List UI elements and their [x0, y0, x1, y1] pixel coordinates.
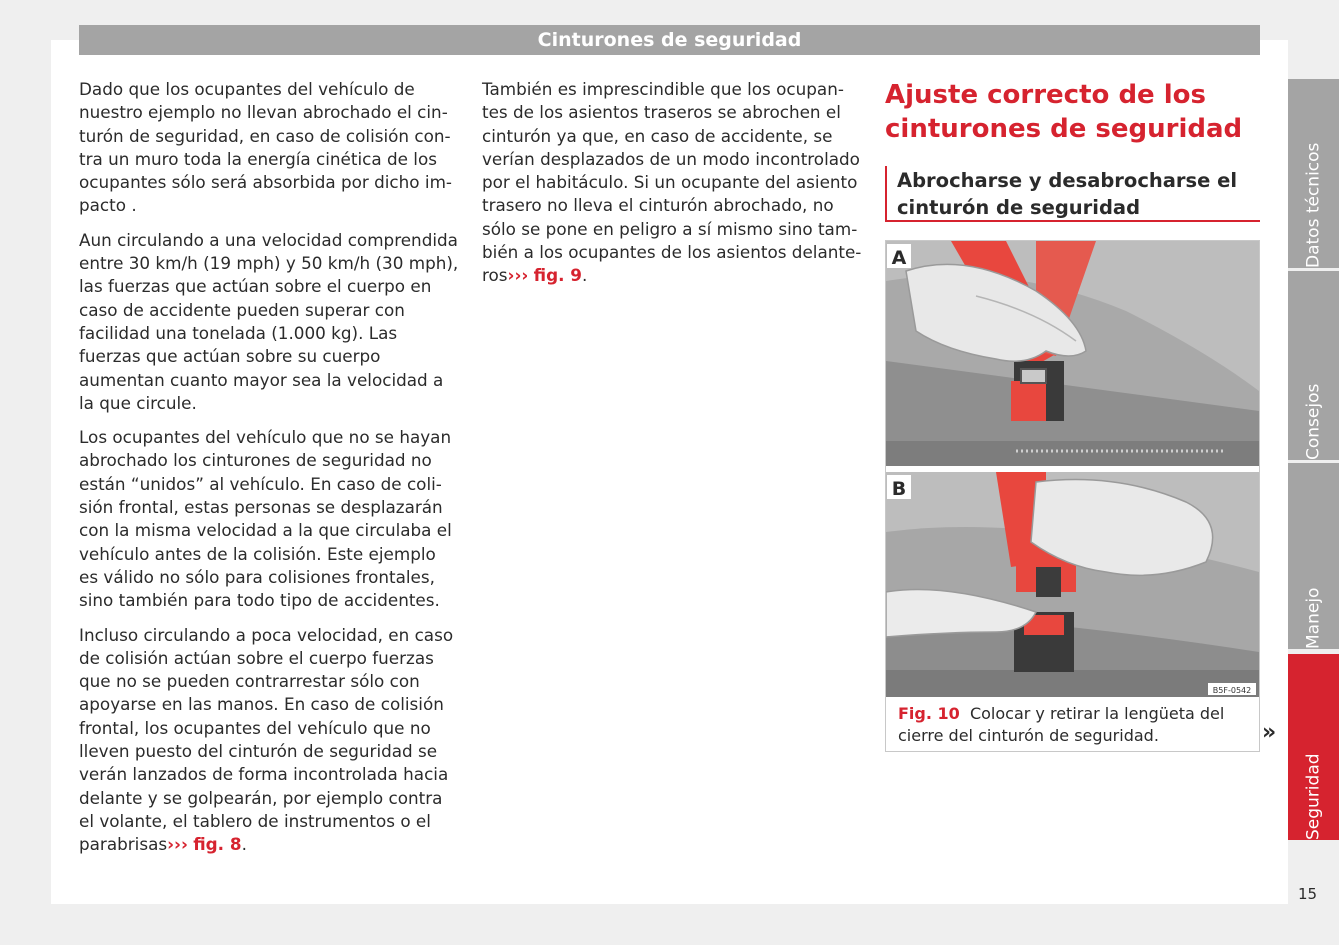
page-number: 15: [1298, 885, 1318, 903]
paragraph: Los ocupantes del vehículo que no se hayan abrochado los cinturones de seguridad no están “unidos” al vehículo. En caso de colisión frontal, estas personas se desplazarán con la misma velocidad a la que circulaba el vehículo antes de la colisión. Este ejemplo es válido no sólo para colisiones frontales, sino también para todo tipo de accidentes.: [79, 427, 452, 611]
section-title: Ajuste correcto de los cinturones de seguridad: [885, 80, 1243, 144]
tab-label: Manejo: [1303, 587, 1324, 649]
paragraph: [482, 78, 862, 288]
figure-caption: [898, 703, 1248, 747]
paragraph: Dado que los ocupantes del vehículo de nuestro ejemplo no llevan abrochado el cinturón de seguridad, en caso de colisión contra un muro toda la energía cinética de los ocupantes sólo será absorbida por dicho impacto .: [79, 79, 452, 216]
continue-mark: »: [1262, 720, 1277, 745]
figure-reference-arrow: ›››: [167, 834, 188, 855]
figure-reference-link[interactable]: fig. 9: [533, 265, 582, 286]
tab-consejos[interactable]: [1288, 271, 1339, 460]
paragraph-text: Incluso circulando a poca velocidad, en caso de colisión actúan sobre el cuerpo fuerzas que no se pueden contrarrestar sólo con apoyarse en las manos. En caso de colisión frontal, los ocupantes del vehículo que no lleven puesto del cinturón de seguridad se verán lanzados de forma incontrolada hacia delante y se golpearán, por ejemplo contra el volante, el tablero de instrumentos o el parabrisas: [79, 624, 454, 855]
tab-label: Consejos: [1303, 383, 1324, 460]
caption-text: Colocar y retirar la lengüeta del cierre del cinturón de seguridad.: [898, 704, 1225, 745]
figure-reference-link[interactable]: fig. 8: [193, 834, 242, 855]
period: .: [241, 834, 247, 855]
figure-reference-arrow: ›››: [507, 265, 529, 286]
text-column-2: [482, 78, 862, 299]
image-code: B5F-0542: [1212, 686, 1252, 695]
paragraph: Aun circulando a una velocidad comprendida entre 30 km/h (19 mph) y 50 km/h (30 mph), las fuerzas que actúan sobre el cuerpo en caso de accidente pueden superar con facilidad una tonelada (1.000 kg). Las fuerzas que actúan sobre su cuerpo aumentan cuanto mayor sea la velocidad a la que circule.: [79, 229, 459, 413]
seatbelt-illustration-b: [886, 472, 1259, 697]
paragraph: [79, 624, 459, 857]
caption-label: Fig. 10: [898, 704, 960, 723]
tab-seguridad[interactable]: [1288, 654, 1339, 840]
seatbelt-illustration-a: [886, 241, 1259, 466]
tab-label: Datos técnicos: [1303, 142, 1324, 268]
subsection-title: Abrocharse y desabrocharse el cinturón de seguridad: [897, 169, 1238, 219]
period: .: [582, 265, 588, 286]
subsection-heading-box: [885, 166, 1260, 222]
tab-manejo[interactable]: [1288, 463, 1339, 649]
page-header: Cinturones de seguridad: [79, 25, 1260, 55]
tab-label: Seguridad: [1303, 753, 1324, 840]
panel-label-b: B: [891, 478, 907, 500]
text-column-1: [79, 78, 459, 868]
paragraph-text: También es imprescindible que los ocupantes de los asientos traseros se abrochen el cinturón ya que, en caso de accidente, se verían desplazados de un modo incontrolado por el habitáculo. Si un ocupante del asiento trasero no lleva el cinturón abrochado, no sólo se pone en peligro a sí mismo sino también a los ocupantes de los asientos delanteros: [482, 79, 862, 286]
tab-datos-tecnicos[interactable]: [1288, 79, 1339, 268]
panel-label-a: A: [891, 247, 907, 269]
figure-10: [885, 240, 1260, 752]
